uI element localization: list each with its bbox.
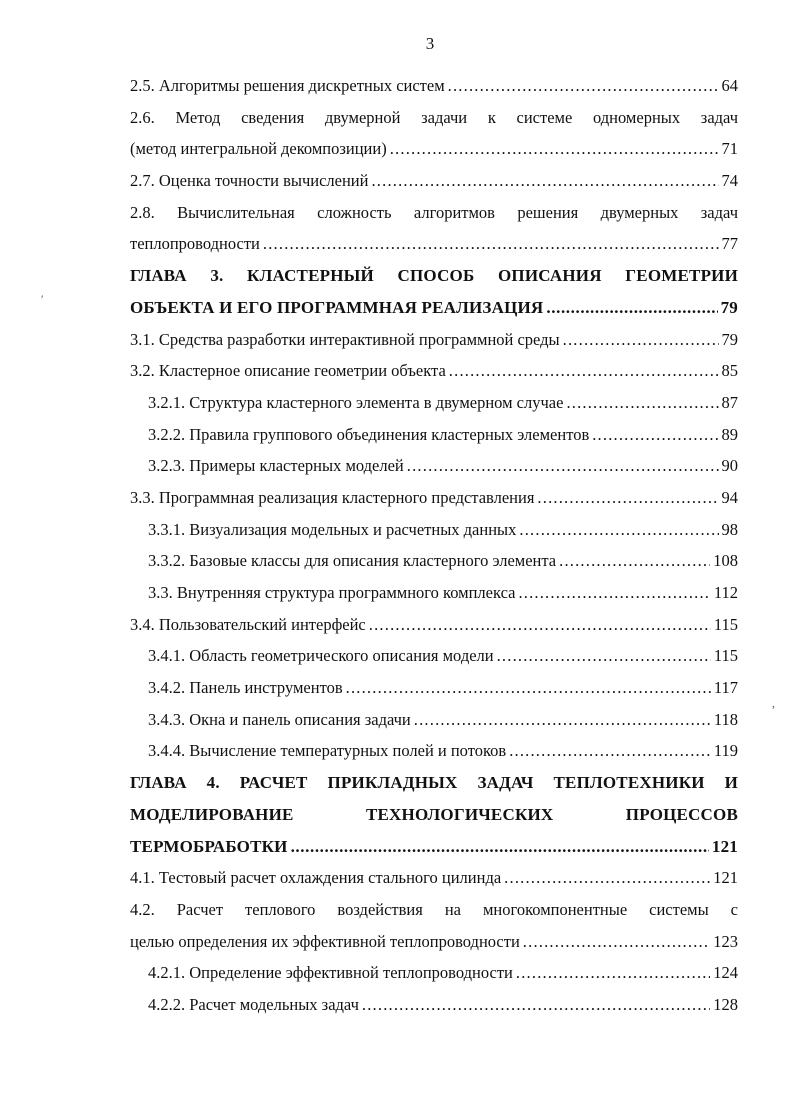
toc-entry <box>130 165 738 197</box>
toc-entry-title: 3.4.4. Вычисление температурных полей и потоков <box>148 741 507 761</box>
toc-page-number: 119 <box>713 741 738 761</box>
toc-page-number: 90 <box>721 456 738 476</box>
dot-leader <box>449 355 719 387</box>
dot-leader <box>518 577 710 609</box>
toc-page-number: 128 <box>713 994 738 1014</box>
toc-page-number: 87 <box>721 392 738 412</box>
toc-page-number: 77 <box>721 234 738 254</box>
toc-entry <box>130 228 738 260</box>
toc-entry-title: 3.4. Пользовательский интерфейс <box>130 614 366 634</box>
toc-page-number: 71 <box>721 139 738 159</box>
dot-leader <box>497 640 711 672</box>
toc-page-number: 94 <box>721 487 738 507</box>
toc-entry <box>130 450 738 482</box>
dot-leader <box>371 165 718 197</box>
toc-entry-title: теплопроводности <box>130 234 260 254</box>
toc-entry <box>130 640 738 672</box>
toc-page-number: 121 <box>711 836 738 856</box>
toc-page-number: 118 <box>713 709 738 729</box>
table-of-contents <box>130 70 738 1021</box>
toc-page-number: 64 <box>721 76 738 95</box>
toc-entry <box>130 609 738 641</box>
toc-entry-title: ГЛАВА 4. РАСЧЕТ ПРИКЛАДНЫХ ЗАДАЧ ТЕПЛОТЕХНИКИ И <box>130 773 738 793</box>
toc-entry-title: 3.3.2. Базовые классы для описания кластерного элемента <box>148 551 557 571</box>
dot-leader <box>390 133 719 165</box>
toc-entry-title: 3.2.2. Правила группового объединения кластерных элементов <box>148 424 590 444</box>
toc-entry-title: 3.2.3. Примеры кластерных моделей <box>148 456 404 476</box>
toc-page-number: 79 <box>720 297 738 317</box>
toc-entry <box>130 989 738 1021</box>
toc-entry <box>130 704 738 736</box>
toc-entry-title: 3.2. Кластерное описание геометрии объекта <box>130 361 446 381</box>
dot-leader <box>448 70 719 102</box>
toc-entry-title: 4.2. Расчет теплового воздействия на многокомпонентные системы с <box>130 899 738 919</box>
dot-leader <box>362 989 710 1021</box>
toc-entry-title: 2.7. Оценка точности вычислений <box>130 171 369 191</box>
scan-speck: ′ <box>41 292 44 306</box>
dot-leader <box>504 862 710 894</box>
toc-chapter-line <box>130 799 738 831</box>
toc-entry <box>130 577 738 609</box>
toc-entry-title: ГЛАВА 3. КЛАСТЕРНЫЙ СПОСОБ ОПИСАНИЯ ГЕОМЕТРИИ <box>130 266 738 286</box>
toc-entry <box>130 482 738 514</box>
toc-entry <box>130 133 738 165</box>
toc-entry-title: 2.6. Метод сведения двумерной задачи к системе одномерных задач <box>130 107 738 127</box>
dot-leader <box>519 514 718 546</box>
toc-chapter-line <box>130 292 738 324</box>
toc-entry-title: целью определения их эффективной теплопроводности <box>130 931 520 951</box>
toc-page-number: 108 <box>713 551 738 571</box>
toc-entry <box>130 735 738 767</box>
toc-entry <box>130 102 738 134</box>
toc-entry <box>130 862 738 894</box>
dot-leader <box>592 419 718 451</box>
dot-leader <box>509 735 711 767</box>
toc-page-number: 117 <box>713 678 738 698</box>
page-number: 3 <box>425 34 435 53</box>
toc-entry-title: 3.2.1. Структура кластерного элемента в двумерном случае <box>148 392 564 412</box>
toc-page-number: 74 <box>721 171 738 191</box>
toc-entry-title: МОДЕЛИРОВАНИЕ ТЕХНОЛОГИЧЕСКИХ ПРОЦЕССОВ <box>130 804 738 824</box>
toc-page-number: 89 <box>721 424 738 444</box>
toc-entry-title: 3.3.1. Визуализация модельных и расчетных данных <box>148 519 517 539</box>
dot-leader <box>537 482 718 514</box>
toc-entry <box>130 419 738 451</box>
toc-chapter-line <box>130 831 738 863</box>
toc-entry-title: ТЕРМОБРАБОТКИ <box>130 836 288 856</box>
dot-leader <box>407 450 719 482</box>
dot-leader <box>263 228 719 260</box>
toc-entry <box>130 545 738 577</box>
toc-page-number: 123 <box>713 931 738 951</box>
toc-page-number: 98 <box>721 519 738 539</box>
dot-leader <box>291 831 709 863</box>
toc-entry <box>130 672 738 704</box>
scan-speck: , <box>772 696 775 710</box>
toc-entry <box>130 324 738 356</box>
dot-leader <box>346 672 711 704</box>
toc-entry-title: 2.5. Алгоритмы решения дискретных систем <box>130 76 445 95</box>
toc-entry <box>130 355 738 387</box>
toc-page-number: 115 <box>713 614 738 634</box>
toc-page-number: 121 <box>713 868 738 888</box>
toc-entry-title: 3.1. Средства разработки интерактивной программной среды <box>130 329 560 349</box>
toc-entry <box>130 197 738 229</box>
dot-leader <box>516 957 710 989</box>
toc-entry <box>130 387 738 419</box>
toc-entry-title: 3.3. Программная реализация кластерного представления <box>130 487 535 507</box>
toc-entry-title: 4.2.2. Расчет модельных задач <box>148 994 359 1014</box>
toc-page-number: 124 <box>713 963 738 983</box>
toc-entry-title: 4.1. Тестовый расчет охлаждения стального цилинда <box>130 868 502 888</box>
dot-leader <box>369 609 711 641</box>
toc-entry <box>130 70 738 102</box>
dot-leader <box>563 324 719 356</box>
toc-entry-title: 2.8. Вычислительная сложность алгоритмов решения двумерных задач <box>130 202 738 222</box>
dot-leader <box>414 704 711 736</box>
dot-leader <box>559 545 710 577</box>
toc-page-number: 115 <box>713 646 738 666</box>
toc-entry <box>130 514 738 546</box>
toc-page-number: 112 <box>713 583 738 602</box>
toc-entry <box>130 894 738 926</box>
toc-entry <box>130 957 738 989</box>
toc-entry-title: 3.4.2. Панель инструментов <box>148 678 343 698</box>
toc-entry <box>130 926 738 958</box>
toc-entry-title: (метод интегральной декомпозиции) <box>130 139 387 159</box>
dot-leader <box>546 292 717 324</box>
toc-entry-title: 3.3. Внутренняя структура программного комплекса <box>148 583 516 602</box>
toc-entry-title: 4.2.1. Определение эффективной теплопроводности <box>148 963 513 983</box>
toc-chapter-line <box>130 767 738 799</box>
dot-leader <box>566 387 718 419</box>
toc-page-number: 85 <box>721 361 738 381</box>
toc-entry-title: 3.4.3. Окна и панель описания задачи <box>148 709 411 729</box>
toc-page-number: 79 <box>721 329 738 349</box>
toc-chapter-line <box>130 260 738 292</box>
toc-entry-title: ОБЪЕКТА И ЕГО ПРОГРАММНАЯ РЕАЛИЗАЦИЯ <box>130 297 544 317</box>
dot-leader <box>523 926 710 958</box>
toc-entry-title: 3.4.1. Область геометрического описания модели <box>148 646 494 666</box>
